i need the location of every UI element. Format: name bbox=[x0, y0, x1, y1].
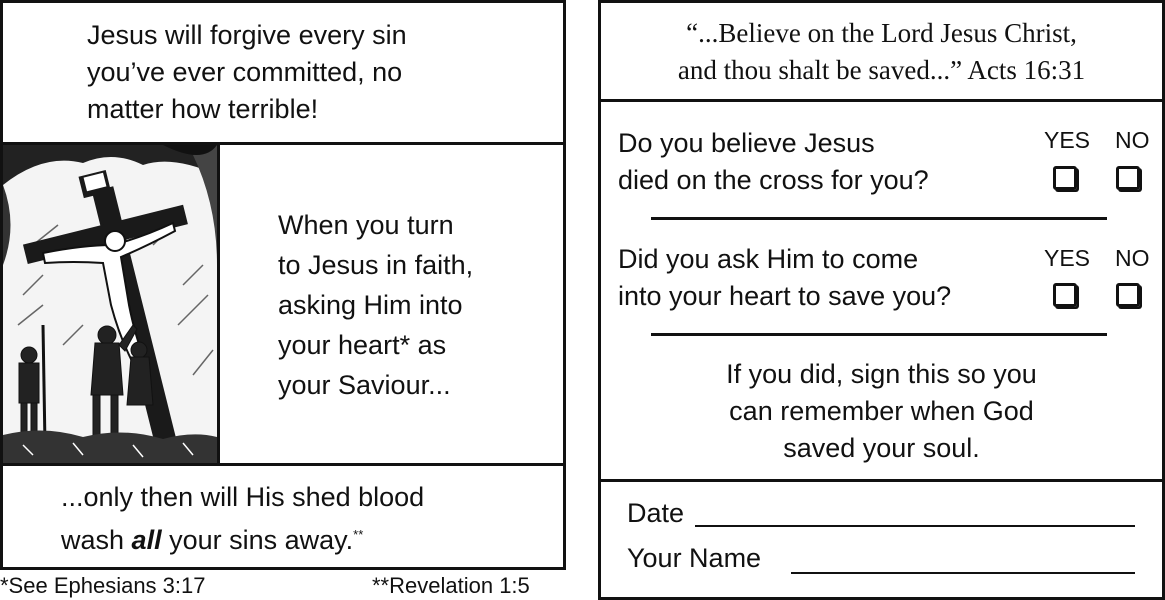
turn-line-3: asking Him into bbox=[278, 290, 463, 320]
date-label: Date bbox=[627, 498, 685, 528]
yes-checkbox-2[interactable] bbox=[1053, 283, 1077, 307]
crucifixion-illustration bbox=[3, 145, 220, 463]
sins-away-text: your sins away. bbox=[161, 525, 354, 555]
sign-prompt-line-1: If you did, sign this so you bbox=[726, 359, 1037, 389]
date-line[interactable] bbox=[695, 525, 1135, 527]
no-label-1: NO bbox=[1115, 127, 1150, 153]
left-middle-panel bbox=[0, 142, 566, 466]
sign-prompt-line-3: saved your soul. bbox=[783, 433, 980, 463]
forgive-line-2: you’ve ever committed, no bbox=[87, 57, 403, 87]
sign-prompt bbox=[601, 356, 1162, 467]
footnote-marker: ** bbox=[353, 527, 364, 542]
left-bottom-panel bbox=[0, 463, 566, 570]
yes-label-1: YES bbox=[1044, 127, 1091, 153]
name-label: Your Name bbox=[627, 543, 762, 573]
all-emphasis: all bbox=[131, 525, 162, 555]
question-2 bbox=[618, 241, 1038, 315]
verse-line-2: and thou shalt be saved...” Acts 16:31 bbox=[677, 55, 1086, 85]
shed-blood-text bbox=[61, 479, 561, 559]
question-2-line-1: Did you ask Him to come bbox=[618, 244, 919, 274]
forgive-text bbox=[87, 17, 557, 128]
right-card bbox=[598, 0, 1165, 600]
no-label-2: NO bbox=[1115, 245, 1150, 271]
turn-line-2: to Jesus in faith, bbox=[278, 250, 474, 280]
no-checkbox-1[interactable] bbox=[1116, 166, 1140, 190]
turn-line-5: your Saviour... bbox=[278, 370, 451, 400]
turn-line-4: your heart* as bbox=[278, 330, 447, 360]
yes-checkbox-1[interactable] bbox=[1053, 166, 1077, 190]
question-1-line-2: died on the cross for you? bbox=[618, 165, 929, 195]
forgive-line-3: matter how terrible! bbox=[87, 94, 319, 124]
no-checkbox-2[interactable] bbox=[1116, 283, 1140, 307]
name-line[interactable] bbox=[791, 572, 1135, 574]
divider-question-1 bbox=[651, 217, 1107, 220]
crucifixion-illustration-svg bbox=[3, 145, 217, 463]
turn-to-jesus-text bbox=[278, 205, 558, 405]
forgive-line-1: Jesus will forgive every sin bbox=[87, 20, 407, 50]
shed-blood-line-2 bbox=[61, 516, 561, 559]
footnote-ephesians: *See Ephesians 3:17 bbox=[0, 573, 206, 598]
sign-prompt-line-2: can remember when God bbox=[729, 396, 1034, 426]
left-top-panel bbox=[0, 0, 566, 145]
divider-verse bbox=[601, 99, 1162, 102]
question-1-line-1: Do you believe Jesus bbox=[618, 128, 875, 158]
footnote-revelation: **Revelation 1:5 bbox=[372, 573, 530, 598]
shed-blood-line-1: ...only then will His shed blood bbox=[61, 482, 425, 512]
yes-label-2: YES bbox=[1044, 245, 1091, 271]
question-2-line-2: into your heart to save you? bbox=[618, 281, 952, 311]
divider-question-2 bbox=[651, 333, 1107, 336]
question-1 bbox=[618, 125, 1038, 199]
left-card bbox=[0, 0, 566, 598]
verse-line-1: “...Believe on the Lord Jesus Christ, bbox=[686, 18, 1077, 48]
turn-line-1: When you turn bbox=[278, 210, 454, 240]
divider-signature bbox=[601, 479, 1162, 482]
acts-verse bbox=[601, 15, 1162, 89]
wash-word: wash bbox=[61, 525, 132, 555]
